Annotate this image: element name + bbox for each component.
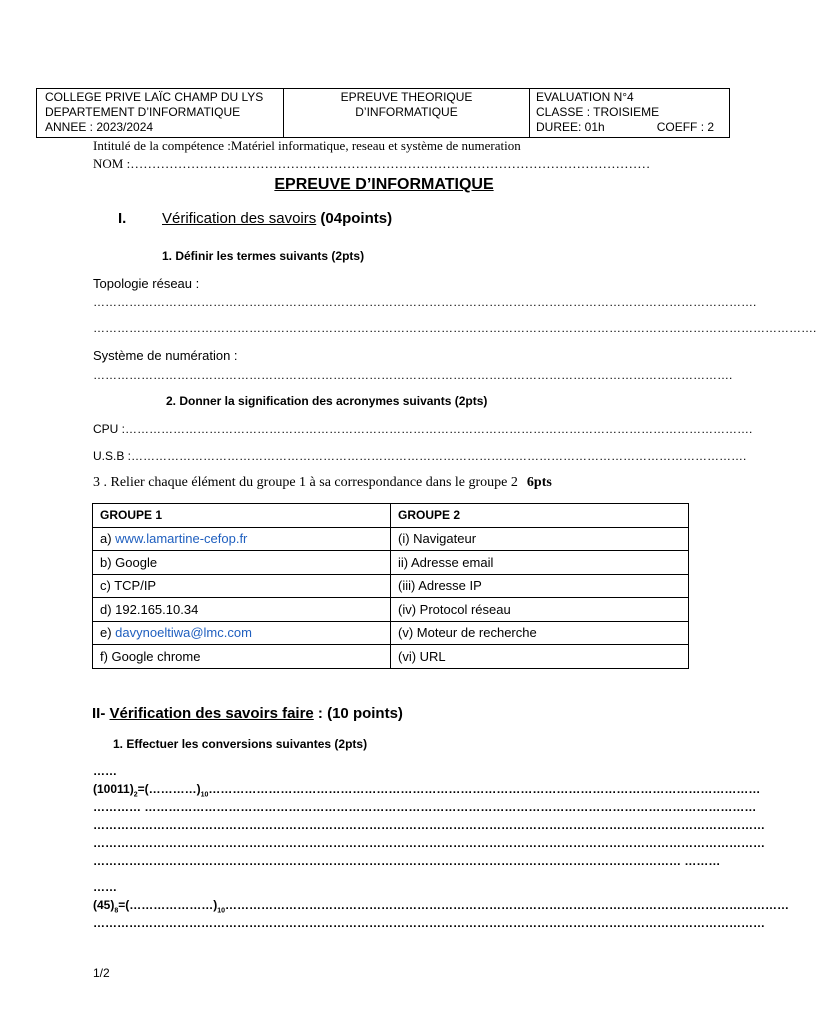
group2-cell: (iii) Adresse IP (391, 574, 689, 598)
table-row (93, 598, 689, 622)
page-title: EPREUVE D’INFORMATIQUE (274, 176, 494, 193)
question3-points: 6pts (526, 475, 552, 490)
class-name: CLASSE : TROISIEME (536, 105, 660, 119)
group2-cell: (i) Navigateur (391, 527, 689, 551)
item-label: e) (100, 625, 116, 641)
conversion1-number: (10011) (93, 782, 134, 796)
conversion-heading: 1. Effectuer les conversions suivantes (2pts) (113, 737, 368, 751)
coefficient: COEFF : 2 (656, 120, 715, 134)
section2-prefix: II- (92, 705, 110, 722)
answer-line: …………………………………………………………………………………………………………………………………………………… (93, 818, 765, 832)
section2-heading (92, 705, 403, 722)
answer-line: ………… ……………………………………………………………………………………………………………………………………… (93, 800, 757, 814)
conversion1-result: =(…………) (137, 782, 201, 796)
item-label: a) (100, 531, 116, 547)
table-row (93, 574, 689, 598)
answer-line: ……………………………………………………………………………………………………………………………………………. (93, 368, 733, 382)
url-link[interactable]: www.lamartine-cefop.fr (115, 531, 248, 547)
answer-line: …………………………………………………………………………………………………………………………………………………. (93, 295, 757, 309)
answer-dots: ………………………………………………………………………………………………………………………… (208, 782, 761, 796)
group1-header: GROUPE 1 (93, 504, 391, 528)
section2-title: Vérification des savoirs faire (109, 705, 314, 722)
exam-cell (284, 89, 530, 137)
group2-cell: ii) Adresse email (391, 551, 689, 575)
evaluation-number: EVALUATION N°4 (536, 90, 634, 104)
school-name: COLLEGE PRIVE LAÏC CHAMP DU LYS (45, 90, 264, 104)
base-subscript: 2 (133, 791, 138, 799)
section2-points: : (10 points) (313, 705, 403, 722)
page-number: 1/2 (93, 966, 110, 980)
group1-cell: c) TCP/IP (93, 574, 391, 598)
answer-line: ………………………………………………………………………………………………………………………………………………………………. (93, 321, 816, 335)
group1-cell (93, 527, 391, 551)
answer-dots: …………………………………………………………………………………………………………………………… (225, 898, 790, 912)
group1-cell: d) 192.165.10.34 (93, 598, 391, 622)
question1-heading: 1. Définir les termes suivants (2pts) (162, 249, 365, 263)
answer-line: …… (93, 764, 117, 778)
group2-cell: (v) Moteur de recherche (391, 621, 689, 645)
duration-coeff-line (536, 120, 729, 135)
group1-cell: b) Google (93, 551, 391, 575)
group1-cell (93, 621, 391, 645)
answer-line: ………………………………………………………………………………………………………………………………… ……… (93, 854, 721, 868)
exam-subject: D’INFORMATIQUE (355, 105, 458, 119)
base-subscript: 10 (200, 791, 209, 799)
school-year: ANNEE : 2023/2024 (45, 120, 154, 134)
matching-table (92, 503, 689, 669)
table-row (93, 645, 689, 669)
group2-cell: (vi) URL (391, 645, 689, 669)
topologie-label: Topologie réseau : (93, 276, 200, 291)
question3-text: 3 . Relier chaque élément du groupe 1 à sa correspondance dans le groupe 2 (93, 475, 518, 490)
header-table (36, 88, 730, 138)
answer-line: …………………………………………………………………………………………………………………………………………………… (93, 916, 765, 930)
exam-type: EPREUVE THEORIQUE (340, 90, 473, 104)
nom-line: NOM :………………………………………………………………………………………………………… (93, 156, 651, 171)
competence-line: Intitulé de la compétence :Matériel informatique, reseau et système de numeration (93, 138, 521, 153)
question3-line (93, 475, 552, 491)
email-link[interactable]: davynoeltiwa@lmc.com (115, 625, 252, 641)
duration: DUREE: 01h (536, 120, 605, 134)
section1-title: Vérification des savoirs (162, 210, 317, 227)
table-header-row (93, 504, 689, 528)
table-row (93, 527, 689, 551)
question2-heading: 2. Donner la signification des acronymes suivants (2pts) (166, 394, 488, 408)
answer-line: …………………………………………………………………………………………………………………………………………………… (93, 836, 765, 850)
answer-line: …… (93, 880, 117, 894)
conversion2-result: =(…………………) (118, 898, 218, 912)
conversion2-number: (45) (93, 898, 115, 912)
cpu-line: CPU :…………………………………………………………………………………………………………………………………………. (93, 422, 753, 436)
table-row (93, 621, 689, 645)
group2-header: GROUPE 2 (391, 504, 689, 528)
evaluation-cell (530, 89, 729, 137)
section1-number: I. (118, 210, 127, 227)
conversion2-line (93, 898, 790, 915)
section1-heading (162, 210, 392, 227)
section1-points: (04points) (316, 210, 393, 227)
conversion1-line (93, 782, 761, 799)
department: DEPARTEMENT D’INFORMATIQUE (45, 105, 241, 119)
base-subscript: 10 (217, 907, 226, 915)
group2-cell: (iv) Protocol réseau (391, 598, 689, 622)
school-cell (37, 89, 284, 137)
table-row (93, 551, 689, 575)
group1-cell: f) Google chrome (93, 645, 391, 669)
base-subscript: 8 (114, 907, 119, 915)
usb-line: U.S.B :………………………………………………………………………………………………………………………………………. (93, 449, 747, 463)
systeme-label: Système de numération : (93, 348, 238, 363)
